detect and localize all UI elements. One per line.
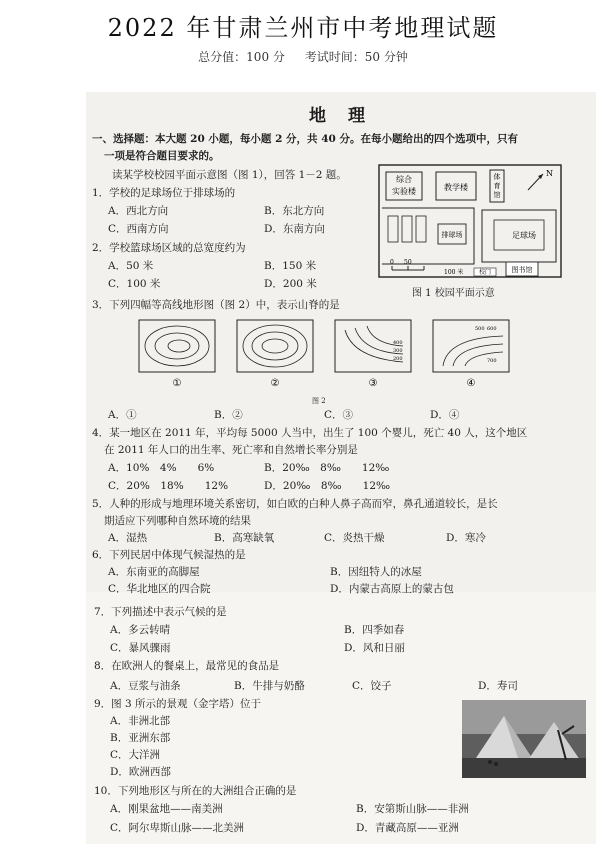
option: C．炎热干燥: [324, 532, 385, 544]
pyramid-photo: [462, 700, 586, 778]
volleyball-label: 排球场: [441, 231, 463, 239]
campus-map-figure: [378, 164, 562, 278]
contour-label: ③: [368, 378, 378, 389]
option: A．刚果盆地——南美洲: [110, 803, 223, 815]
option: D．寒冷: [446, 532, 486, 544]
question-stem: 10．下列地形区与所在的大洲组合正确的是: [94, 785, 297, 797]
gate-label: 校门: [478, 269, 492, 276]
option: D．20‰ 8‰ 12‰: [264, 480, 391, 492]
scale-hundred: 100 米: [444, 269, 464, 276]
basketball-court: [388, 216, 398, 242]
contour-map-1: [139, 320, 215, 372]
option: B．四季如春: [344, 624, 405, 636]
contour-map-2: [237, 320, 313, 372]
paper-title: 地 理: [309, 106, 373, 126]
question-stem: 8．在欧洲人的餐桌上，最常见的食品是: [94, 660, 280, 672]
option: B．150 米: [264, 260, 317, 272]
question-stem: 3．下列四幅等高线地形图（图 2）中，表示山脊的是: [92, 299, 340, 311]
option: B．牛排与奶酪: [234, 680, 305, 692]
option: C．西南方向: [108, 223, 169, 235]
option: C．20% 18% 12%: [108, 480, 229, 492]
question-stem: 9．图 3 所示的景观（金字塔）位于: [94, 698, 262, 710]
option: C．阿尔卑斯山脉——北美洲: [110, 822, 245, 834]
option: A．多云转晴: [110, 624, 171, 636]
option: A．①: [108, 409, 137, 421]
contour-label: ②: [270, 378, 280, 389]
lab-label-2: 实验楼: [392, 187, 416, 196]
contour-value: 300: [393, 348, 403, 354]
section-instruction-cont: 一项是符合题目要求的。: [104, 150, 220, 162]
option: A．非洲北部: [110, 715, 171, 727]
page-title: 2022 年甘肃兰州市中考地理试题: [107, 14, 499, 42]
contour-map-4: [433, 320, 509, 372]
option: B．东北方向: [264, 205, 325, 217]
option: D．欧洲西部: [110, 766, 171, 778]
option: B．因纽特人的冰屋: [330, 566, 422, 578]
contour-value: 700: [487, 358, 497, 364]
option: C．华北地区的四合院: [108, 583, 211, 595]
option: A．10% 4% 6%: [108, 462, 215, 474]
question-stem: 2．学校篮球场区域的总宽度约为: [92, 242, 246, 254]
contour-maps-figure: [131, 318, 516, 392]
contour-label: ①: [172, 378, 182, 389]
question-stem-cont: 期适应下列哪种自然环境的结果: [104, 515, 251, 527]
option: B．安第斯山脉——非洲: [356, 803, 469, 815]
option: D．④: [430, 409, 460, 421]
option: A．东南亚的高脚屋: [108, 566, 200, 578]
question-stem: 6．下列民居中体现气候湿热的是: [92, 549, 246, 561]
figure1-caption: 图 1 校园平面示意: [412, 288, 495, 299]
scale-zero: 0: [390, 259, 394, 266]
option: D．青藏高原——亚洲: [356, 822, 459, 834]
question-stem: 7．下列描述中表示气候的是: [94, 606, 227, 618]
basketball-court: [402, 216, 412, 242]
contour-value: 600: [487, 326, 497, 332]
gym-label-3: 馆: [493, 191, 501, 199]
contour-value: 200: [393, 356, 403, 362]
gym-label-2: 育: [493, 182, 501, 190]
option: A．50 米: [108, 260, 154, 272]
option: B．亚洲东部: [110, 732, 171, 744]
lab-label-1: 综合: [396, 175, 412, 184]
map-intro: 读某学校校园平面示意图（图 1），回答 1－2 题。: [112, 169, 347, 181]
figure2-caption: 图 2: [312, 397, 326, 405]
contour-map-3: [335, 320, 411, 372]
question-stem-cont: 在 2011 年人口的出生率、死亡率和自然增长率分别是: [104, 444, 358, 456]
question-stem: 1．学校的足球场位于排球场的: [92, 187, 236, 199]
football-label: 足球场: [512, 231, 536, 240]
scale-fifty: 50: [404, 259, 412, 266]
section-instruction: 一、选择题：本大题 20 小题，每小题 2 分，共 40 分。在每小题给出的四个选项中，只有: [92, 133, 518, 145]
scale-bar: [390, 259, 463, 276]
option: C．暴风骤雨: [110, 642, 171, 654]
option: D．东南方向: [264, 223, 325, 235]
library-label: 图书馆: [511, 266, 533, 274]
total-score: 总分值：100 分: [198, 50, 285, 64]
contour-value: 400: [393, 340, 403, 346]
option: D．寿司: [478, 680, 518, 692]
teaching-building-label: 教学楼: [444, 183, 468, 192]
option: A．西北方向: [108, 205, 169, 217]
question-stem: 5．人种的形成与地理环境关系密切，如白欧的白种人鼻子高而窄，鼻孔通道较长，是长: [92, 498, 498, 510]
option: B．20‰ 8‰ 12‰: [264, 462, 390, 474]
option: C．大洋洲: [110, 749, 161, 761]
gym-label-1: 体: [493, 173, 501, 181]
option: A．豆浆与油条: [110, 680, 181, 692]
option: D．风和日丽: [344, 642, 405, 654]
exam-time: 考试时间：50 分钟: [304, 50, 408, 64]
north-label: N: [546, 169, 553, 178]
contour-label: ④: [466, 378, 476, 389]
option: D．内蒙古高原上的蒙古包: [330, 583, 454, 595]
option: C．饺子: [352, 680, 392, 692]
exam-info: [0, 48, 606, 65]
basketball-court: [416, 216, 426, 242]
north-arrow-icon: [528, 169, 553, 190]
question-stem: 4．某一地区在 2011 年，平均每 5000 人当中，出生了 100 个婴儿，死亡 40 人，这个地区: [92, 427, 528, 439]
contour-value: 500: [475, 326, 485, 332]
option: C．100 米: [108, 278, 161, 290]
option: B．高寒缺氧: [214, 532, 275, 544]
option: B．②: [214, 409, 243, 421]
option: C．③: [324, 409, 354, 421]
option: D．200 米: [264, 278, 317, 290]
option: A．湿热: [108, 532, 148, 544]
